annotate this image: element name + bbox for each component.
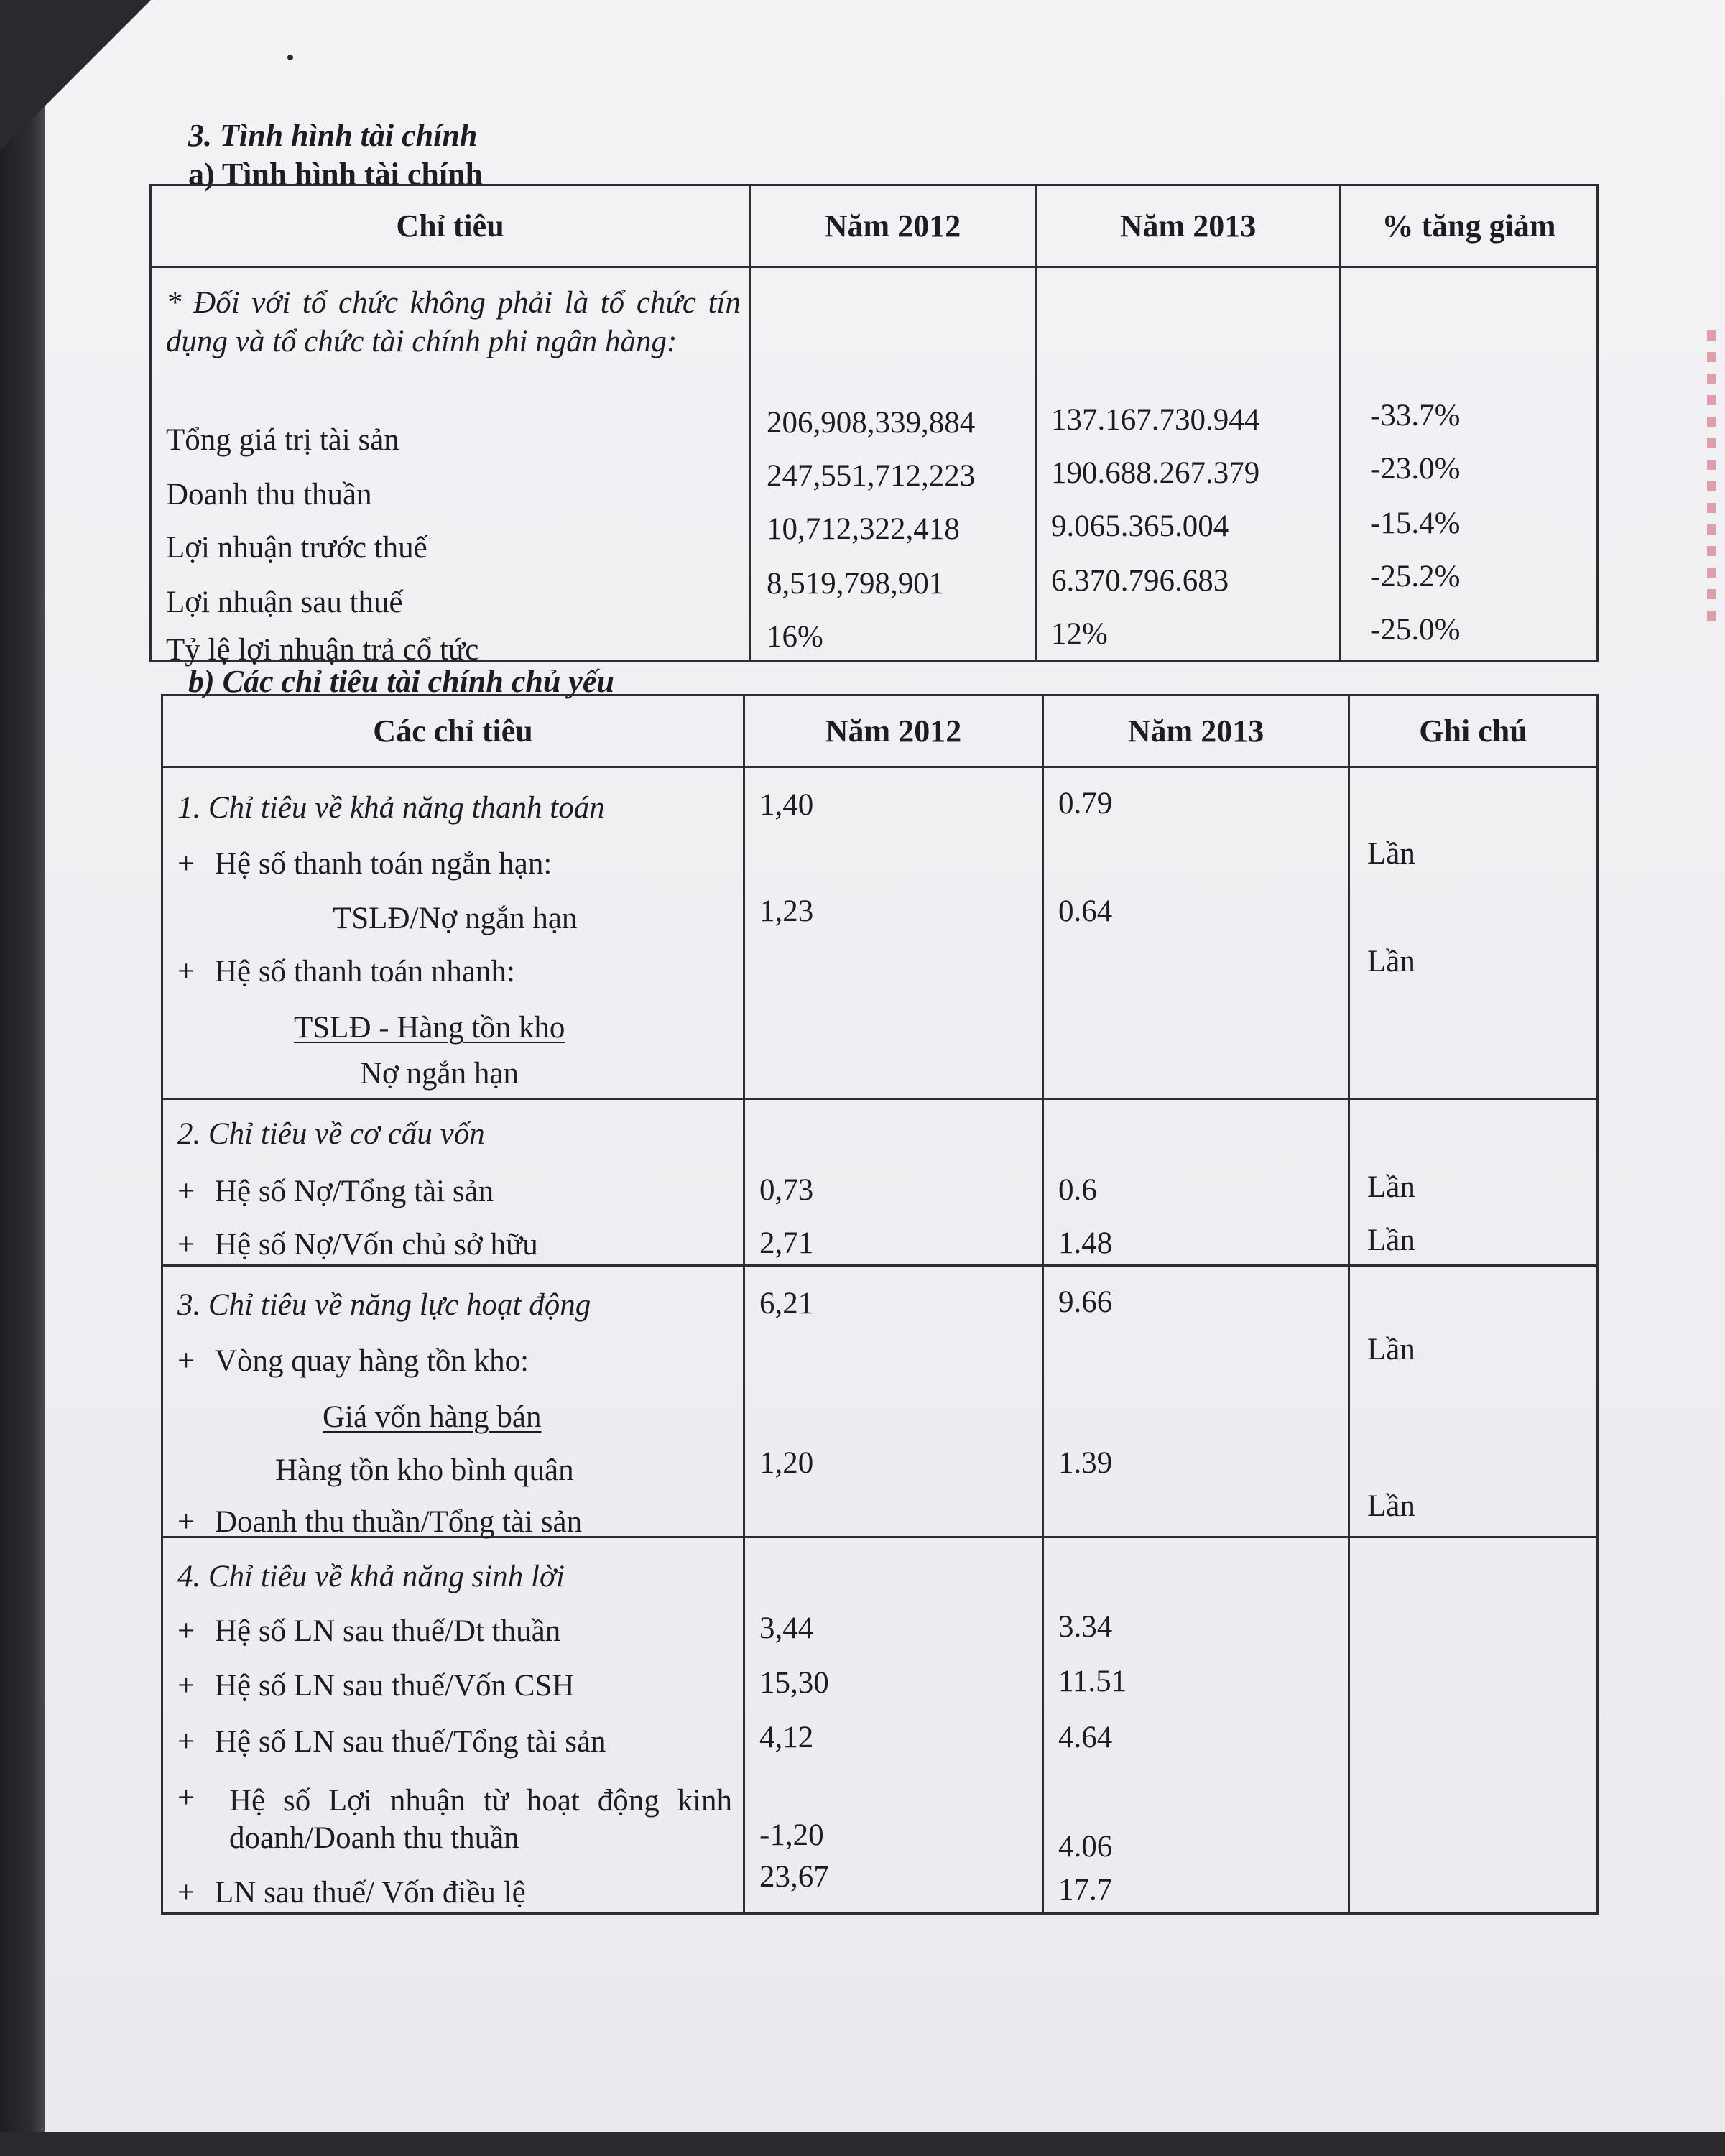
row-label: LN sau thuế/ Vốn điều lệ <box>215 1876 526 1910</box>
plus-marker: + <box>177 847 195 881</box>
row-label: Tổng giá trị tài sản <box>166 423 399 457</box>
row-label: Doanh thu thuần/Tổng tài sản <box>215 1505 583 1539</box>
value-2012: 1,23 <box>759 894 814 928</box>
plus-marker: + <box>177 1876 195 1910</box>
subsection-a-title: a) Tình hình tài chính <box>188 157 484 192</box>
formula: TSLĐ/Nợ ngắn hạn <box>333 902 578 935</box>
value-2012: 10,712,322,418 <box>767 512 960 546</box>
subsection-b-title: b) Các chỉ tiêu tài chính chủ yếu <box>188 664 614 699</box>
year-2013-cell <box>1036 267 1341 661</box>
value-2012: 206,908,339,884 <box>767 406 976 440</box>
value-2012: 3,44 <box>759 1611 814 1645</box>
profitability-2012 <box>744 1537 1043 1914</box>
header-indicator: Chỉ tiêu <box>151 185 750 267</box>
scan-shadow-corner <box>0 0 151 151</box>
row-label: Hệ số Nợ/Tổng tài sản <box>215 1175 494 1208</box>
value-2013: 4.06 <box>1058 1830 1113 1864</box>
efficiency-note <box>1349 1266 1598 1537</box>
value-2012: 4,12 <box>759 1721 814 1754</box>
row-label: Vòng quay hàng tồn kho: <box>215 1344 529 1378</box>
row-label: Hệ số LN sau thuế/Tổng tài sản <box>215 1725 606 1759</box>
year-2012-cell <box>750 267 1036 661</box>
plus-marker: + <box>177 1175 195 1208</box>
value-2012: 1,20 <box>759 1446 814 1480</box>
row-label: Hệ số LN sau thuế/Vốn CSH <box>215 1669 575 1703</box>
change-value: -25.0% <box>1370 613 1461 647</box>
plus-marker: + <box>177 1614 195 1648</box>
formula-numerator: Giá vốn hàng bán <box>323 1400 542 1434</box>
value-2013: 0.64 <box>1058 894 1113 928</box>
value-2013: 6.370.796.683 <box>1051 564 1229 598</box>
change-cell <box>1341 267 1598 661</box>
row-label: Doanh thu thuần <box>166 478 372 512</box>
value-2013: 9.66 <box>1058 1285 1113 1319</box>
change-value: -25.2% <box>1370 560 1461 593</box>
unit-note: Lần <box>1367 1170 1415 1204</box>
row-label: Hệ số Nợ/Vốn chủ sở hữu <box>215 1228 538 1262</box>
formula-numerator: TSLĐ - Hàng tồn kho <box>294 1011 565 1045</box>
header-2012: Năm 2012 <box>744 695 1043 767</box>
change-value: -33.7% <box>1370 399 1461 432</box>
value-2012: 8,519,798,901 <box>767 567 945 601</box>
plus-marker: + <box>177 1781 195 1815</box>
section-capital-structure <box>162 1099 1598 1266</box>
section-title: 3. Tình hình tài chính <box>188 118 478 153</box>
value-2013: 0.6 <box>1058 1173 1097 1207</box>
value-2012: 6,21 <box>759 1287 814 1320</box>
value-2013: 190.688.267.379 <box>1051 456 1260 490</box>
section-profitability <box>162 1537 1598 1914</box>
scan-shadow-left <box>0 0 45 2156</box>
row-label: Hệ số LN sau thuế/Dt thuần <box>215 1614 561 1648</box>
key-financial-indicators-table <box>161 694 1599 1915</box>
table-header-row <box>162 695 1598 767</box>
capital-note <box>1349 1099 1598 1266</box>
capital-labels <box>162 1099 744 1266</box>
value-2013: 0.79 <box>1058 787 1113 820</box>
unit-note: Lần <box>1367 1489 1415 1523</box>
value-2013: 12% <box>1051 617 1108 651</box>
plus-marker: + <box>177 1228 195 1262</box>
row-label: Tỷ lệ lợi nhuận trả cổ tức <box>166 633 479 667</box>
value-2012: 15,30 <box>759 1666 829 1700</box>
value-2012: 2,71 <box>759 1226 814 1260</box>
table-body-row <box>151 267 1598 661</box>
margin-ink-mark <box>1707 330 1716 632</box>
value-2012: 1,40 <box>759 788 814 822</box>
row-label: Hệ số thanh toán nhanh: <box>215 955 515 989</box>
value-2012: 247,551,712,223 <box>767 459 976 493</box>
header-change: % tăng giảm <box>1341 185 1598 267</box>
row-label: Hệ số thanh toán ngắn hạn: <box>215 847 552 881</box>
scan-shadow-bottom <box>0 2132 1725 2156</box>
value-2013: 17.7 <box>1058 1873 1113 1907</box>
value-2013: 137.167.730.944 <box>1051 403 1260 437</box>
change-value: -15.4% <box>1370 506 1461 540</box>
header-indicators: Các chỉ tiêu <box>162 695 744 767</box>
liquidity-labels <box>162 767 744 1099</box>
section-operating-efficiency <box>162 1266 1598 1537</box>
liquidity-note <box>1349 767 1598 1099</box>
section-title: 4. Chỉ tiêu về khả năng sinh lời <box>177 1560 565 1593</box>
formula-denominator: Hàng tồn kho bình quân <box>275 1453 574 1487</box>
header-2012: Năm 2012 <box>750 185 1036 267</box>
liquidity-2012 <box>744 767 1043 1099</box>
value-2012: 16% <box>767 620 823 654</box>
plus-marker: + <box>177 1344 195 1378</box>
profitability-labels <box>162 1537 744 1914</box>
unit-note: Lần <box>1367 1223 1415 1257</box>
section-liquidity <box>162 767 1598 1099</box>
value-2013: 1.48 <box>1058 1226 1113 1260</box>
value-2013: 11.51 <box>1058 1665 1127 1698</box>
section-title: 2. Chỉ tiêu về cơ cấu vốn <box>177 1117 485 1151</box>
row-label: Lợi nhuận trước thuế <box>166 531 427 565</box>
unit-note: Lần <box>1367 1333 1415 1366</box>
scan-speck <box>287 55 293 60</box>
liquidity-2013 <box>1043 767 1349 1099</box>
capital-2012 <box>744 1099 1043 1266</box>
section-title: 1. Chỉ tiêu về khả năng thanh toán <box>177 791 605 825</box>
value-2013: 1.39 <box>1058 1446 1113 1480</box>
value-2013: 3.34 <box>1058 1610 1113 1644</box>
value-2013: 4.64 <box>1058 1721 1113 1754</box>
value-2012: 0,73 <box>759 1173 814 1207</box>
plus-marker: + <box>177 1725 195 1759</box>
header-2013: Năm 2013 <box>1043 695 1349 767</box>
financial-situation-table <box>149 184 1599 667</box>
efficiency-2012 <box>744 1266 1043 1537</box>
plus-marker: + <box>177 1669 195 1703</box>
row-label: Lợi nhuận sau thuế <box>166 586 403 619</box>
row-label: Hệ số Lợi nhuận từ hoạt động kinh doanh/Doanh thu thuần <box>229 1784 732 1855</box>
plus-marker: + <box>177 1505 195 1539</box>
capital-2013 <box>1043 1099 1349 1266</box>
note-text: * Đối với tổ chức không phải là tổ chức tín dụng và tổ chức tài chính phi ngân hàng: <box>166 286 741 358</box>
formula-denominator: Nợ ngắn hạn <box>360 1057 519 1091</box>
table-header-row <box>151 185 1598 267</box>
header-2013: Năm 2013 <box>1036 185 1341 267</box>
section-title: 3. Chỉ tiêu về năng lực hoạt động <box>177 1288 591 1322</box>
indicator-cell <box>151 267 750 667</box>
profitability-2013 <box>1043 1537 1349 1914</box>
value-2012: -1,20 <box>759 1818 824 1852</box>
unit-note: Lần <box>1367 945 1415 978</box>
value-2012: 23,67 <box>759 1860 829 1894</box>
unit-note: Lần <box>1367 837 1415 871</box>
profitability-note <box>1349 1537 1598 1914</box>
efficiency-labels <box>162 1266 744 1537</box>
plus-marker: + <box>177 955 195 989</box>
efficiency-2013 <box>1043 1266 1349 1537</box>
change-value: -23.0% <box>1370 452 1461 486</box>
value-2013: 9.065.365.004 <box>1051 509 1229 543</box>
header-note: Ghi chú <box>1349 695 1598 767</box>
